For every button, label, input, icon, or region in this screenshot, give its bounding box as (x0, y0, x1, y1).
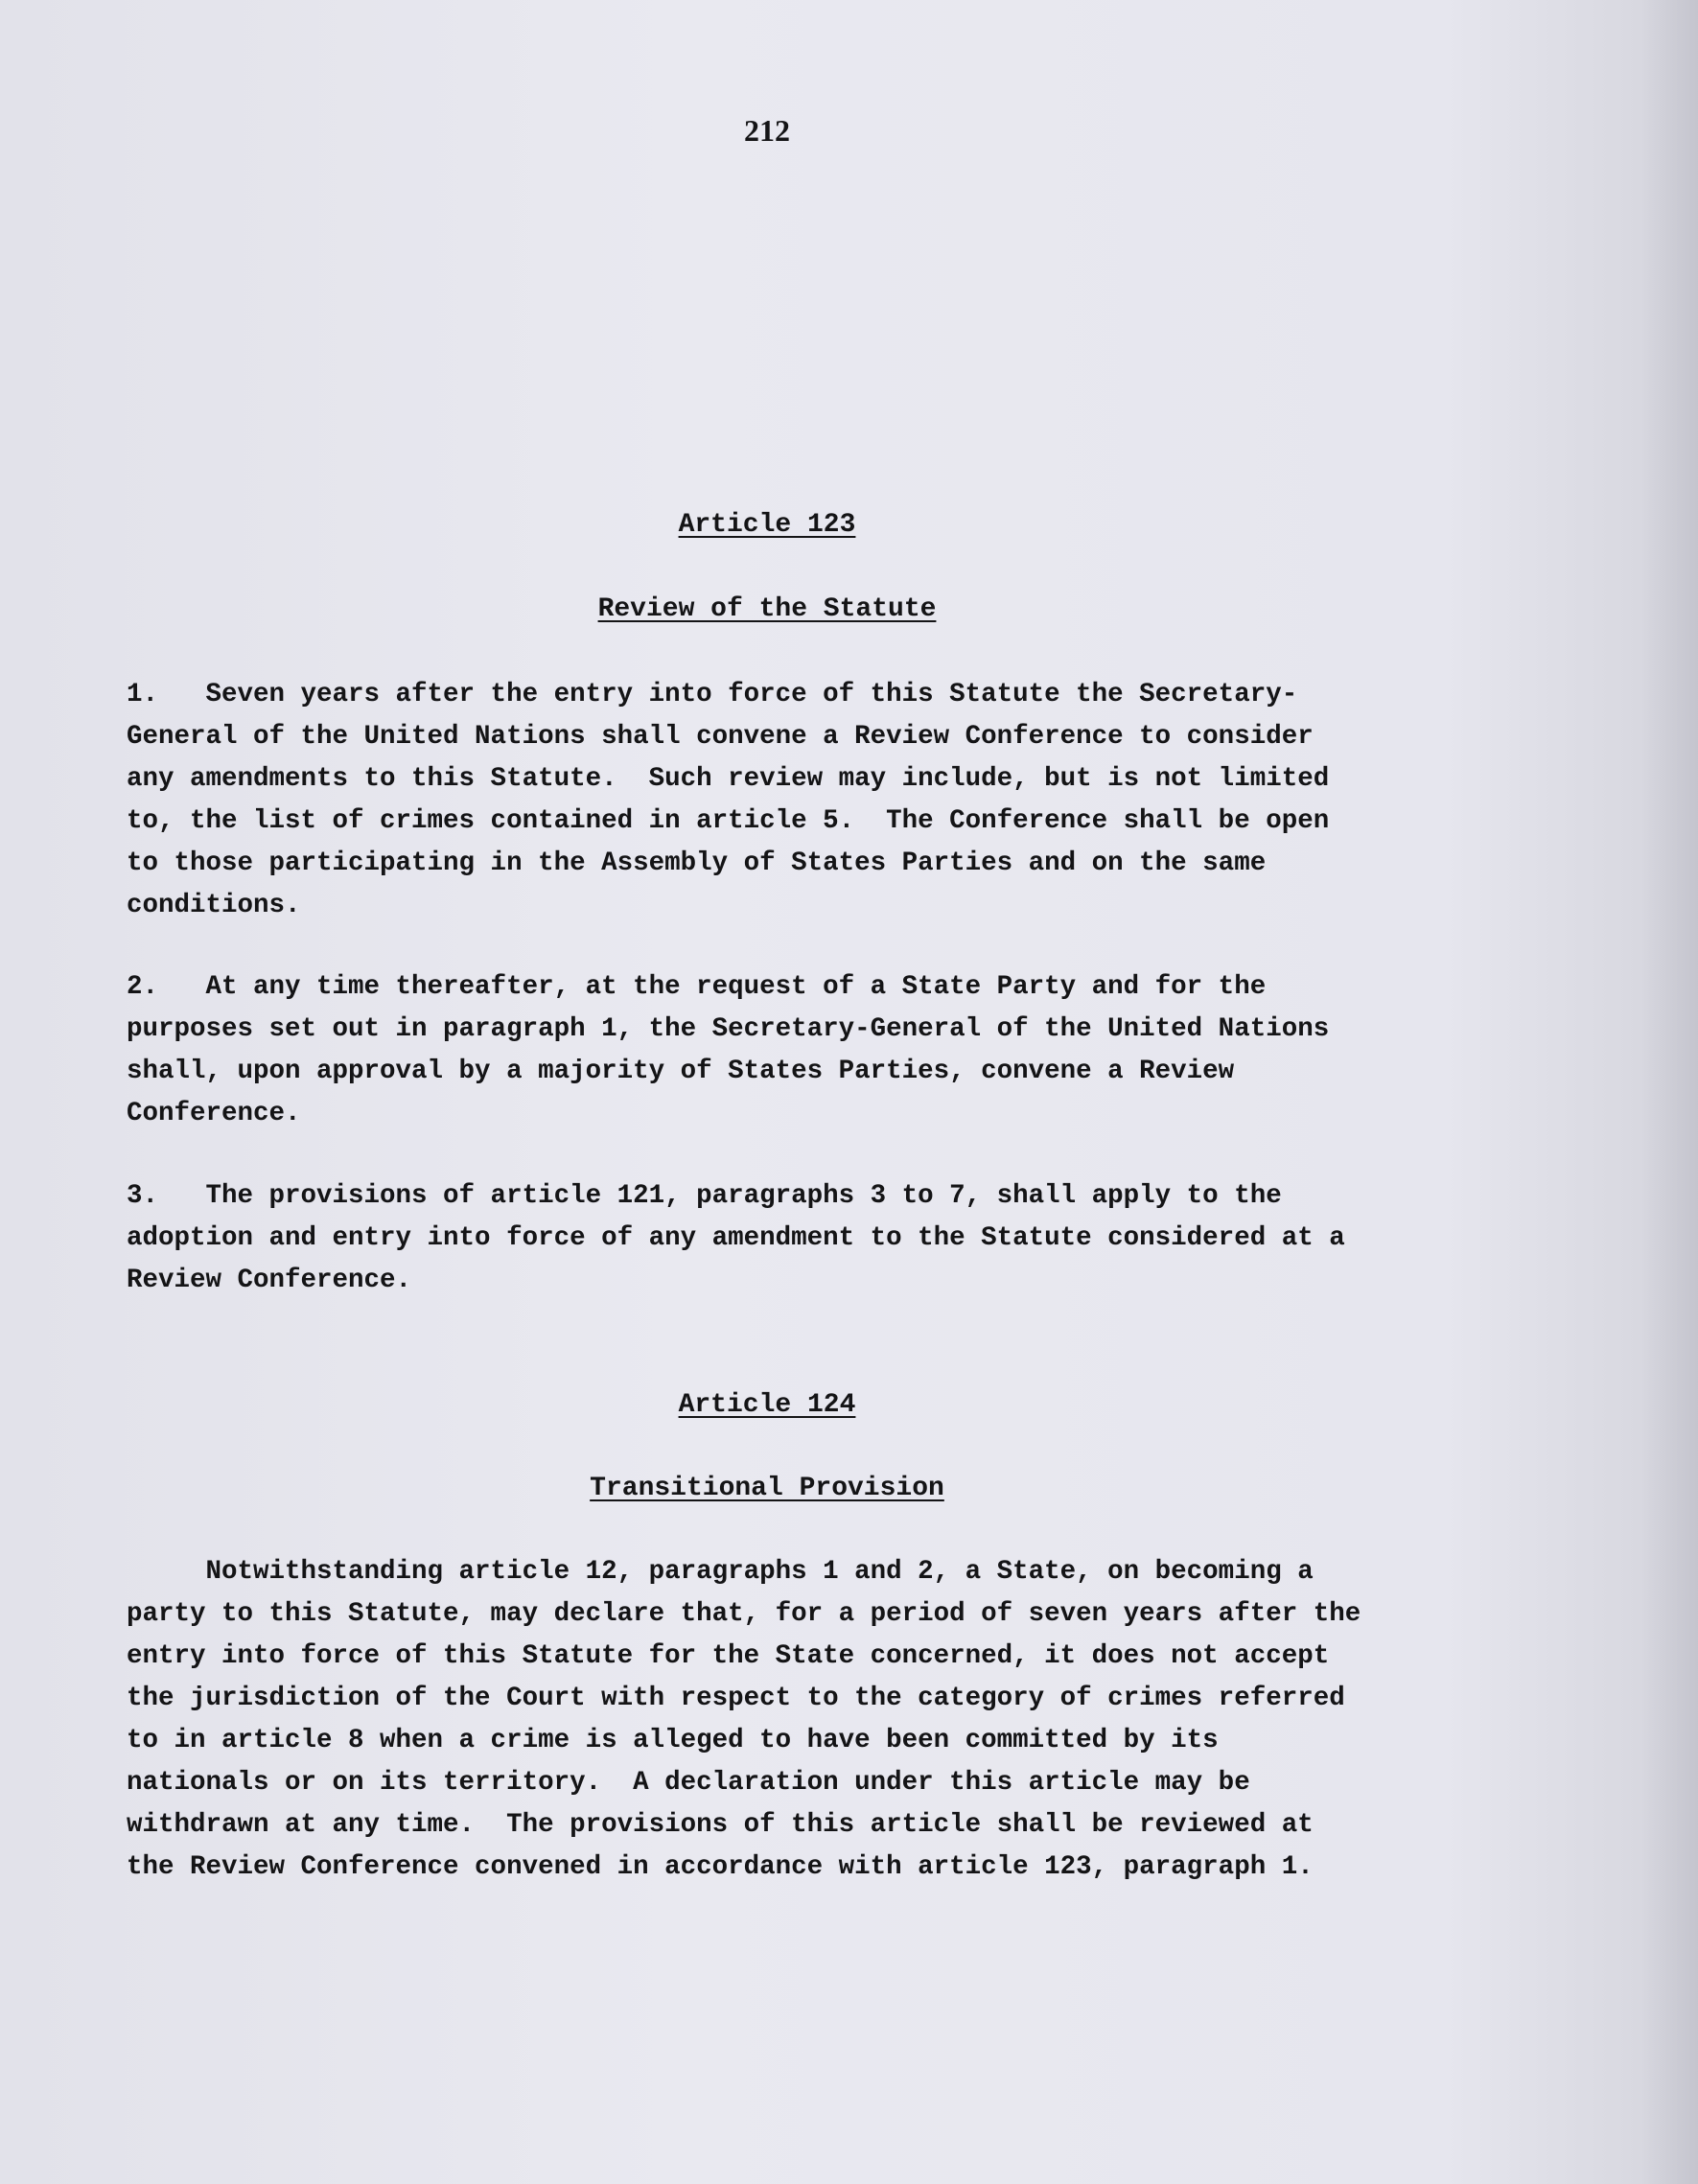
text-line: the jurisdiction of the Court with respect to the category of crimes referred (127, 1684, 1345, 1713)
text-line: shall, upon approval by a majority of States Parties, convene a Review (127, 1057, 1235, 1086)
article-123-paragraph-1 (127, 674, 1546, 927)
text-line: to in article 8 when a crime is alleged to have been committed by its (127, 1726, 1219, 1755)
page-number: 212 (744, 113, 790, 148)
article-124-paragraph (127, 1551, 1546, 1889)
text-line: General of the United Nations shall convene a Review Conference to consider (127, 722, 1314, 752)
text-line: to those participating in the Assembly of States Parties and on the same (127, 848, 1267, 878)
text-line: 3. The provisions of article 121, paragraphs 3 to 7, shall apply to the (127, 1181, 1282, 1211)
article-123-paragraph-3 (127, 1175, 1546, 1302)
article-123-paragraph-2 (127, 966, 1546, 1135)
text-line: Conference. (127, 1099, 301, 1128)
text-line: any amendments to this Statute. Such review may include, but is not limited (127, 764, 1330, 794)
text-line: Review Conference. (127, 1266, 412, 1295)
text-line: to, the list of crimes contained in article 5. The Conference shall be open (127, 806, 1330, 836)
article-124-subtitle: Transitional Provision (590, 1474, 944, 1503)
article-123-subtitle: Review of the Statute (597, 594, 937, 624)
text-line: purposes set out in paragraph 1, the Secretary-General of the United Nations (127, 1014, 1330, 1044)
text-line: party to this Statute, may declare that, for a period of seven years after the (127, 1599, 1361, 1629)
text-line: conditions. (127, 891, 301, 920)
text-line: Notwithstanding article 12, paragraphs 1 and 2, a State, on becoming a (127, 1557, 1314, 1587)
text-line: 1. Seven years after the entry into force of this Statute the Secretary- (127, 680, 1298, 709)
article-123-title: Article 123 (678, 510, 856, 540)
text-line: the Review Conference convened in accordance with article 123, paragraph 1. (127, 1852, 1314, 1882)
text-line: 2. At any time thereafter, at the request of a State Party and for the (127, 972, 1267, 1002)
text-line: withdrawn at any time. The provisions of this article shall be reviewed at (127, 1810, 1314, 1840)
text-line: entry into force of this Statute for the State concerned, it does not accept (127, 1641, 1330, 1671)
article-124-title: Article 124 (678, 1390, 856, 1420)
text-line: nationals or on its territory. A declaration under this article may be (127, 1768, 1250, 1798)
page-edge-shadow (1640, 0, 1698, 2184)
text-line: adoption and entry into force of any amendment to the Statute considered at a (127, 1223, 1345, 1253)
